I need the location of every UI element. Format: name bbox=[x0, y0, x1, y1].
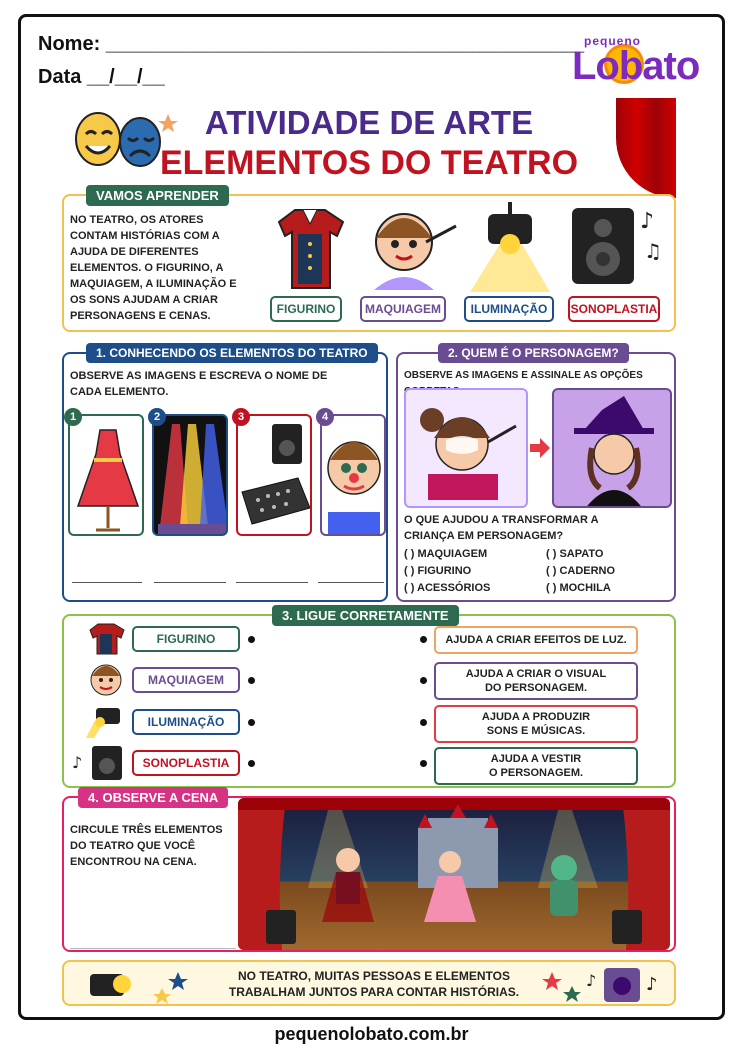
match-right-dress[interactable] bbox=[434, 747, 638, 785]
element-number-4: 4 bbox=[316, 408, 334, 426]
small-face-icon bbox=[86, 662, 126, 698]
footer-banner bbox=[62, 960, 676, 1006]
element-number-1: 1 bbox=[64, 408, 82, 426]
learn-panel bbox=[62, 188, 676, 332]
learn-item-sonoplastia: SONOPLASTIA bbox=[568, 296, 660, 322]
child-face-paint-icon bbox=[406, 390, 528, 508]
answer-line-4[interactable] bbox=[318, 582, 384, 583]
theater-scene-image bbox=[238, 798, 670, 950]
sound-mixer-icon bbox=[238, 416, 312, 536]
option-figurino[interactable]: ( ) FIGURINO bbox=[404, 565, 472, 577]
match-dot-left-1[interactable] bbox=[248, 636, 255, 643]
match-dot-right-2[interactable] bbox=[420, 677, 427, 684]
speaker-icon bbox=[570, 204, 666, 288]
learn-tag: VAMOS APRENDER bbox=[86, 185, 229, 206]
svg-text:♪: ♪ bbox=[640, 209, 655, 234]
match-dot-right-1[interactable] bbox=[420, 636, 427, 643]
match-right-sound[interactable] bbox=[434, 705, 638, 743]
match-dot-left-4[interactable] bbox=[248, 760, 255, 767]
learn-item-maquiagem: MAQUIAGEM bbox=[360, 296, 446, 322]
witch-icon bbox=[554, 390, 672, 508]
section3-tag: 3. LIGUE CORRETAMENTE bbox=[272, 605, 459, 626]
witch-character-image bbox=[552, 388, 672, 508]
option-acessorios[interactable]: ( ) ACESSÓRIOS bbox=[404, 582, 491, 594]
section2-question: O QUE AJUDOU A TRANSFORMAR A CRIANÇA EM PERSONAGEM? bbox=[404, 514, 599, 542]
option-mochila[interactable]: ( ) MOCHILA bbox=[546, 582, 611, 594]
footer-spotlight-icon bbox=[86, 964, 196, 1004]
page-title-line1: ATIVIDADE DE ARTE bbox=[204, 104, 534, 141]
footer-url[interactable]: pequenolobato.com.br bbox=[274, 1024, 469, 1044]
match-right-sound-line1: AJUDA A PRODUZIR bbox=[481, 711, 591, 723]
option-sapato[interactable]: ( ) SAPATO bbox=[546, 548, 604, 560]
answer-line-1[interactable] bbox=[72, 582, 142, 583]
option-caderno[interactable]: ( ) CADERNO bbox=[546, 565, 616, 577]
match-dot-left-3[interactable] bbox=[248, 719, 255, 726]
match-left-sonoplastia[interactable]: SONOPLASTIA bbox=[132, 750, 240, 776]
section1-panel bbox=[62, 346, 388, 602]
answer-line-2[interactable] bbox=[154, 582, 226, 583]
element-image-4 bbox=[320, 414, 386, 536]
spotlight-icon bbox=[470, 202, 550, 292]
small-costume-icon bbox=[86, 622, 126, 656]
match-right-dress-line1: AJUDA A VESTIR bbox=[490, 753, 582, 765]
stage-scene-icon bbox=[238, 798, 670, 950]
match-dot-right-3[interactable] bbox=[420, 719, 427, 726]
logo-small-text: pequeno bbox=[584, 34, 641, 48]
match-right-visual[interactable] bbox=[434, 662, 638, 700]
element-image-1 bbox=[68, 414, 144, 536]
option-maquiagem[interactable]: ( ) MAQUIAGEM bbox=[404, 548, 488, 560]
match-left-figurino[interactable]: FIGURINO bbox=[132, 626, 240, 652]
section4-divider bbox=[70, 948, 236, 949]
child-makeup-image bbox=[404, 388, 528, 508]
learn-text: NO TEATRO, OS ATORES CONTAM HISTÓRIAS COM A AJUDA DE DIFERENTES ELEMENTOS. O FIGURINO, A MAQUIAGEM, A ILUMINAÇÃO E OS SONS AJUDAM A CRIAR PERSONAGENS E CENAS. bbox=[70, 214, 237, 322]
brand-logo bbox=[572, 34, 712, 90]
match-dot-right-4[interactable] bbox=[420, 760, 427, 767]
learn-item-iluminacao: ILUMINAÇÃO bbox=[464, 296, 554, 322]
dress-icon bbox=[70, 416, 144, 536]
section3-panel bbox=[62, 608, 676, 788]
footer-banner-line2: TRABALHAM JUNTOS PARA CONTAR HISTÓRIAS. bbox=[228, 985, 520, 999]
match-right-sound-line2: SONS E MÚSICAS. bbox=[486, 725, 586, 737]
section4-text: CIRCULE TRÊS ELEMENTOS DO TEATRO QUE VOCÊ ENCONTROU NA CENA. bbox=[70, 824, 223, 868]
section4-panel bbox=[62, 790, 676, 952]
logo-big-text: Lobato bbox=[572, 44, 700, 88]
section2-text: OBSERVE AS IMAGENS E ASSINALE AS OPÇÕES bbox=[404, 370, 643, 381]
element-number-3: 3 bbox=[232, 408, 250, 426]
section1-tag: 1. CONHECENDO OS ELEMENTOS DO TEATRO bbox=[86, 343, 378, 363]
match-right-dress-line2: O PERSONAGEM. bbox=[488, 767, 584, 779]
svg-text:♪: ♪ bbox=[586, 971, 597, 990]
match-left-iluminacao[interactable]: ILUMINAÇÃO bbox=[132, 709, 240, 735]
element-number-2: 2 bbox=[148, 408, 166, 426]
small-spotlight-icon bbox=[86, 702, 126, 738]
element-image-2 bbox=[152, 414, 228, 536]
name-field-label: Nome: ___________________________________________ bbox=[38, 33, 585, 55]
footer-banner-line1: NO TEATRO, MUITAS PESSOAS E ELEMENTOS bbox=[237, 969, 511, 983]
svg-text:♫: ♫ bbox=[644, 239, 662, 263]
costume-icon bbox=[270, 204, 350, 292]
section2-panel bbox=[396, 346, 676, 602]
worksheet bbox=[62, 98, 676, 1008]
small-speaker-icon bbox=[72, 744, 128, 780]
match-right-light[interactable] bbox=[434, 626, 638, 654]
answer-line-3[interactable] bbox=[236, 582, 308, 583]
clown-makeup-icon bbox=[322, 416, 386, 536]
makeup-icon bbox=[364, 202, 460, 292]
match-right-visual-line1: AJUDA A CRIAR O VISUAL bbox=[465, 668, 607, 680]
stage-lights-icon bbox=[154, 416, 228, 536]
section1-text: OBSERVE AS IMAGENS E ESCREVA O NOME DE CADA ELEMENTO. bbox=[70, 370, 328, 398]
match-dot-left-2[interactable] bbox=[248, 677, 255, 684]
date-field-label: Data __/__/__ bbox=[38, 66, 165, 88]
svg-text:♪: ♪ bbox=[72, 753, 83, 772]
section2-tag: 2. QUEM É O PERSONAGEM? bbox=[438, 343, 629, 363]
page-title-line2: ELEMENTOS DO TEATRO bbox=[159, 144, 579, 182]
svg-text:♪: ♪ bbox=[646, 974, 658, 995]
match-right-visual-line2: DO PERSONAGEM. bbox=[484, 682, 588, 694]
match-left-maquiagem[interactable]: MAQUIAGEM bbox=[132, 667, 240, 693]
footer-speaker-icon bbox=[542, 964, 672, 1004]
element-image-3 bbox=[236, 414, 312, 536]
arrow-right-icon bbox=[530, 438, 550, 458]
section4-tag: 4. OBSERVE A CENA bbox=[78, 787, 228, 808]
learn-item-figurino: FIGURINO bbox=[270, 296, 342, 322]
match-right-light-text: AJUDA A CRIAR EFEITOS DE LUZ. bbox=[445, 634, 627, 646]
